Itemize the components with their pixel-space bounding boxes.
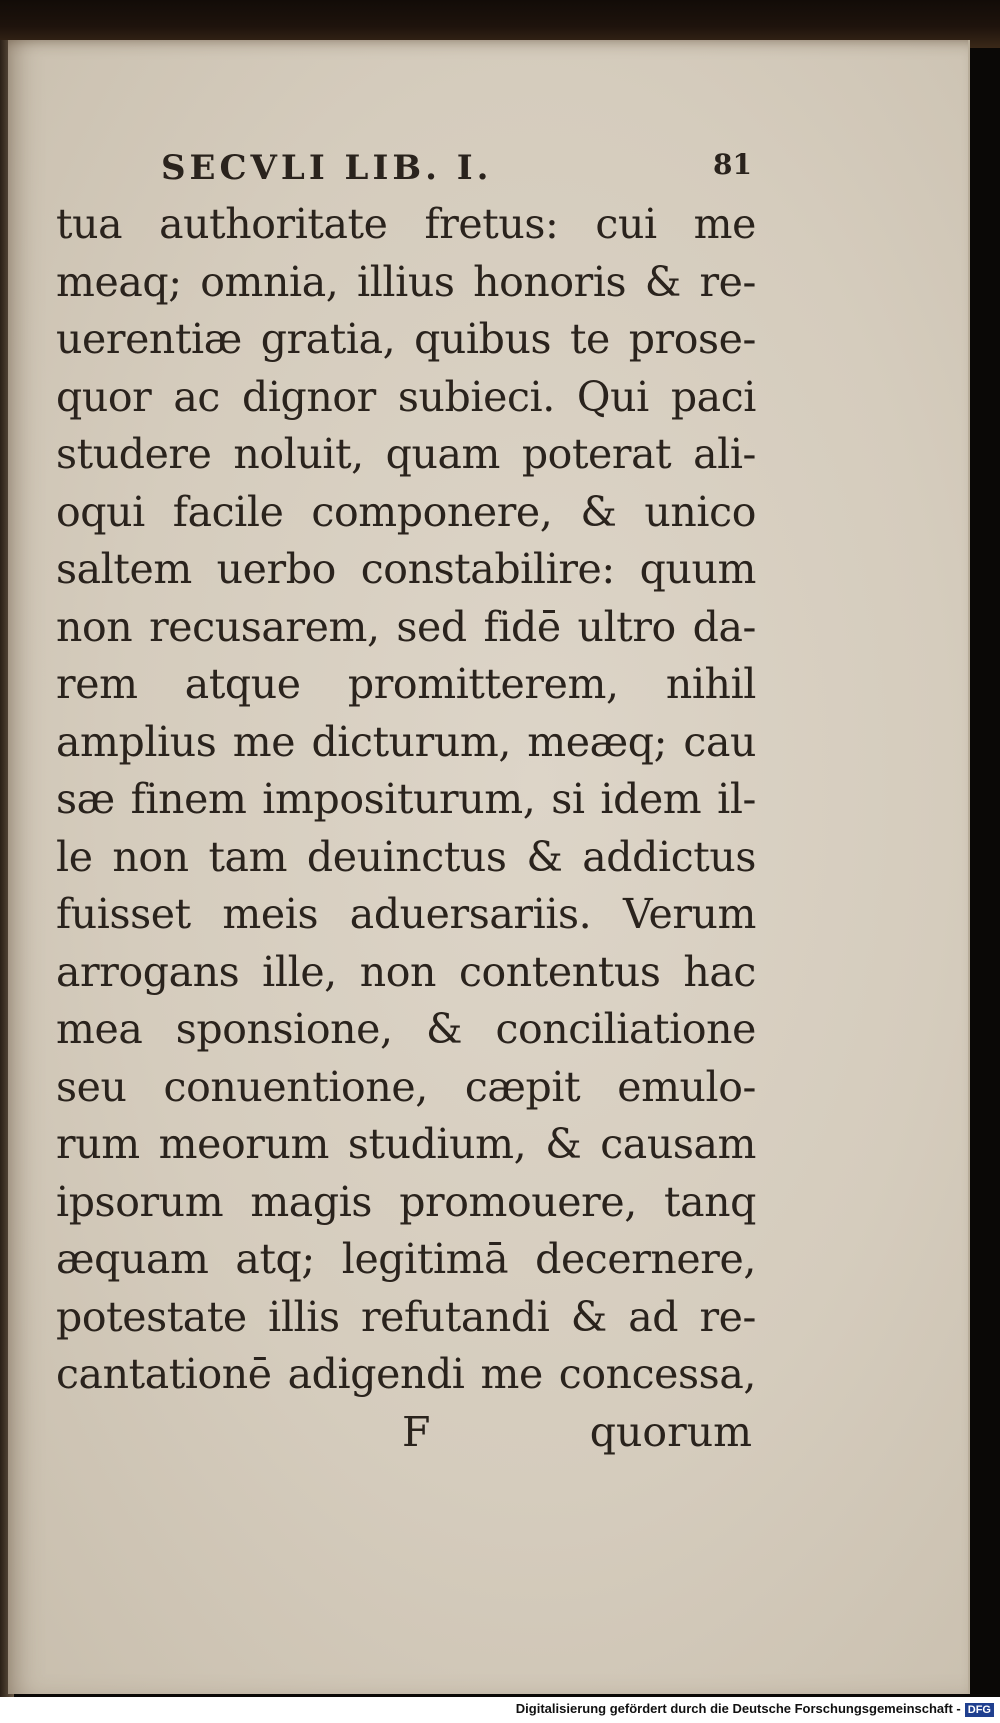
signature-mark: F [402,1407,431,1456]
catchword-row [56,1404,756,1464]
text-line: rum meorum studium, & causam [56,1120,756,1168]
text-line: cantationē adigendi me concessa, [56,1350,756,1398]
text-line: studere noluit, quam poterat ali- [56,430,756,478]
dfg-logo-icon: DFG [965,1703,994,1717]
folio-number: 81 [713,148,752,181]
text-line: ipsorum magis promouere, tanq [56,1177,756,1226]
text-line: sæ finem impositurum, si idem il- [56,775,756,823]
text-line: fuisset meis aduersariis. Verum [56,890,756,938]
text-line: potestate illis refutandi & ad re- [56,1292,756,1341]
text-line: quor ac dignor subieci. Qui paci [56,372,756,421]
text-line: oqui facile componere, & unico [56,487,756,536]
text-line: non recusarem, sed fidē ultro da- [56,602,756,651]
footer-credit-text: Digitalisierung gefördert durch die Deutsche Forschungsgemeinschaft - [515,1701,961,1716]
running-head [56,140,756,196]
text-line: arrogans ille, non contentus hac [56,947,756,996]
text-line: mea sponsione, & conciliatione [56,1005,756,1053]
page-sheet [8,40,970,1694]
footer-bar [0,1697,1000,1723]
running-head-title: SECVLI LIB. I. [161,148,493,188]
text-line: seu conuentione, cæpit emulo- [56,1062,756,1111]
text-line: amplius me dicturum, meæq; cau [56,717,756,766]
text-block [56,140,756,1464]
text-line: rem atque promitterem, nihil [56,660,756,708]
text-line: saltem uerbo constabilire: quum [56,545,756,593]
text-line: tua authoritate fretus: cui me [56,200,756,248]
text-line: uerentiæ gratia, quibus te prose- [56,315,756,363]
text-line: æquam atq; legitimā decernere, [56,1235,756,1283]
body-text [56,196,756,1404]
text-line: meaq; omnia, illius honoris & re- [56,257,756,306]
catchword: quorum [589,1407,752,1456]
footer-credit [516,1701,994,1717]
text-line: le non tam deuinctus & addictus [56,832,756,881]
